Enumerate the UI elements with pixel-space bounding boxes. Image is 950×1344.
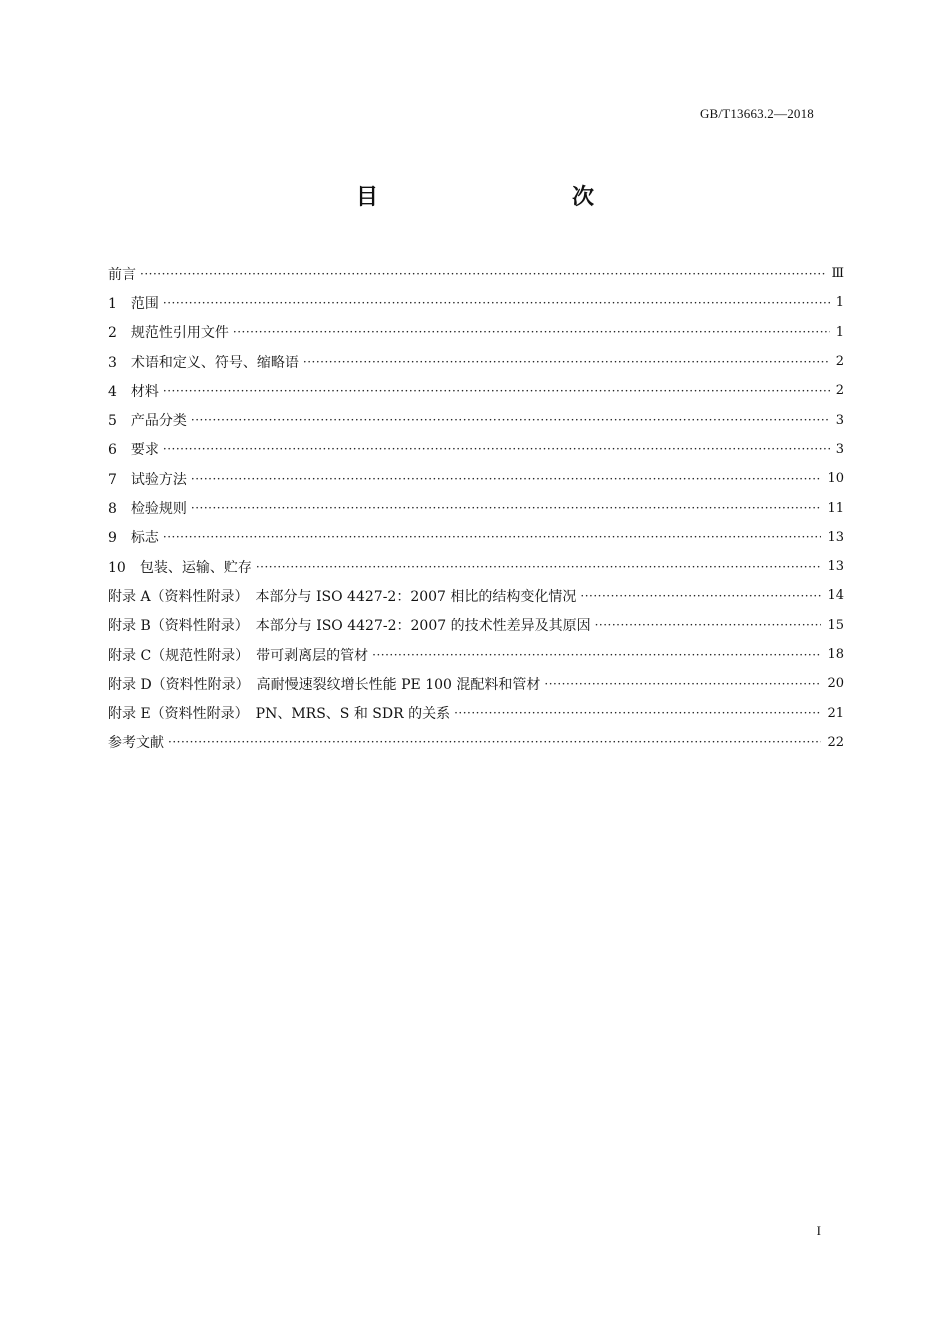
toc-leader-dots (454, 706, 821, 720)
toc-leader-dots (191, 413, 830, 427)
toc-entry-page: 21 (827, 705, 844, 721)
toc-entry-label: 2 规范性引用文件 (108, 325, 229, 342)
toc-leader-dots (163, 530, 822, 544)
toc-entry-label: 附录 A（资料性附录） 本部分与 ISO 4427-2：2007 相比的结构变化情况 (108, 588, 577, 605)
toc-entry-annex-d[interactable] (108, 669, 844, 698)
toc-entry-page: 2 (835, 354, 844, 370)
toc-entry-label: 附录 D（资料性附录） 高耐慢速裂纹增长性能 PE 100 混配料和管材 (108, 676, 541, 693)
toc-entry-page: 18 (827, 647, 844, 662)
toc-leader-dots (163, 442, 830, 456)
toc-leader-dots (163, 384, 830, 398)
toc-leader-dots (595, 618, 822, 632)
standard-code: GB/T13663.2—2018 (699, 106, 814, 121)
toc-entry-annex-b[interactable] (108, 611, 844, 640)
toc-entry-label: 8 检验规则 (108, 501, 187, 518)
table-of-contents (108, 259, 844, 757)
toc-entry-8[interactable] (108, 493, 844, 522)
toc-entry-page: 13 (827, 559, 844, 575)
toc-entry-label: 10 包装、运输、贮存 (108, 559, 252, 576)
toc-entry-page: 14 (827, 588, 844, 604)
toc-entry-page: 20 (827, 676, 844, 692)
toc-entry-page: 2 (835, 383, 844, 399)
toc-leader-dots (580, 589, 821, 603)
toc-entry-page: Ⅲ (831, 266, 844, 282)
toc-entry-label: 7 试验方法 (108, 471, 187, 488)
toc-leader-dots (372, 648, 821, 662)
toc-leader-dots (544, 677, 821, 691)
toc-entry-4[interactable] (108, 376, 844, 405)
toc-entry-7[interactable] (108, 464, 844, 493)
toc-entry-label: 附录 E（资料性附录） PN、MRS、S 和 SDR 的关系 (108, 706, 451, 723)
toc-entry-page: 11 (827, 500, 844, 516)
toc-leader-dots (191, 501, 822, 515)
toc-entry-page: 3 (835, 441, 844, 457)
toc-entry-label: 4 材料 (108, 383, 159, 400)
toc-entry-annex-c[interactable] (108, 640, 844, 669)
toc-entry-5[interactable] (108, 405, 844, 434)
page-title: 目 次 (355, 185, 644, 210)
toc-leader-dots (163, 296, 830, 310)
toc-entry-2[interactable] (108, 318, 844, 347)
toc-leader-dots (140, 267, 825, 281)
toc-leader-dots (233, 325, 830, 339)
toc-entry-label: 9 标志 (108, 530, 159, 547)
toc-entry-1[interactable] (108, 288, 844, 317)
toc-entry-label: 6 要求 (108, 442, 159, 459)
toc-leader-dots (256, 560, 822, 574)
toc-leader-dots (191, 472, 822, 486)
toc-leader-dots (168, 735, 821, 749)
toc-entry-foreword[interactable] (108, 259, 844, 288)
toc-entry-6[interactable] (108, 435, 844, 464)
toc-entry-page: 13 (827, 529, 844, 545)
toc-entry-page: 1 (835, 295, 844, 311)
toc-entry-page: 10 (827, 471, 844, 487)
toc-entry-annex-e[interactable] (108, 698, 844, 727)
toc-entry-label: 5 产品分类 (108, 413, 187, 430)
toc-entry-9[interactable] (108, 523, 844, 552)
toc-entry-label: 3 术语和定义、符号、缩略语 (108, 354, 299, 371)
toc-entry-label: 附录 C（规范性附录） 带可剥离层的管材 (108, 647, 369, 664)
toc-leader-dots (303, 355, 830, 369)
toc-entry-page: 22 (827, 734, 844, 750)
toc-entry-annex-a[interactable] (108, 581, 844, 610)
toc-entry-label: 前言 (108, 266, 136, 283)
toc-entry-label: 附录 B（资料性附录） 本部分与 ISO 4427-2：2007 的技术性差异及其原因 (108, 618, 591, 635)
toc-entry-page: 15 (827, 617, 844, 633)
toc-entry-page: 3 (835, 412, 844, 428)
toc-entry-label: 参考文献 (108, 735, 164, 752)
toc-entry-page: 1 (835, 324, 844, 340)
toc-entry-10[interactable] (108, 552, 844, 581)
toc-entry-3[interactable] (108, 347, 844, 376)
page-number: I (816, 1223, 821, 1238)
toc-entry-bibliography[interactable] (108, 728, 844, 757)
toc-entry-label: 1 范围 (108, 295, 159, 312)
